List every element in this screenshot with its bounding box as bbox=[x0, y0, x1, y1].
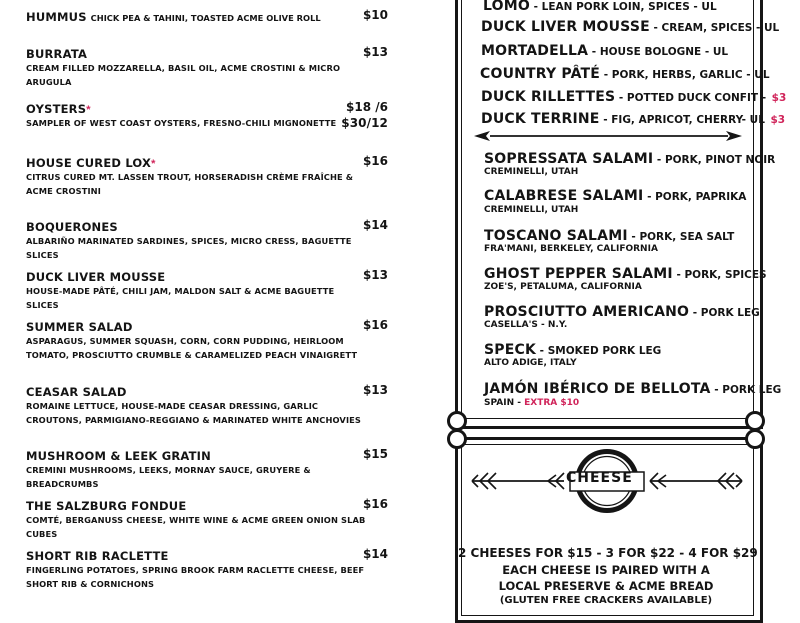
menu-item-ceasar-salad bbox=[26, 383, 388, 427]
menu-item-oysters bbox=[26, 100, 388, 130]
item-price: $13 bbox=[362, 268, 388, 282]
salami-source: SPAIN - bbox=[484, 398, 521, 408]
salami-name: PROSCIUTTO AMERICANO bbox=[484, 304, 690, 320]
item-description: FINGERLING POTATOES, SPRING BROOK FARM RACLETTE CHEESE, BEEF SHORT RIB & CORNICHONS bbox=[26, 565, 365, 589]
item-description: ASPARAGUS, SUMMER SQUASH, CORN, CORN PUDDING, HEIRLOOM TOMATO, PROSCIUTTO CRUMBLE & CARAMELIZED PEACH VINAIGRETT bbox=[26, 336, 358, 360]
charcuterie-item-duck-liver-mousse: DUCK LIVER MOUSSE - CREAM, SPICES - UL bbox=[481, 19, 780, 35]
raw-warning-mark: * bbox=[86, 104, 91, 116]
item-name: HOUSE CURED LOX bbox=[26, 156, 152, 170]
salami-name: SPECK bbox=[484, 342, 537, 358]
item-name: SHORT RIB RACLETTE bbox=[26, 549, 169, 563]
charcuterie-name: COUNTRY PÂTÉ bbox=[480, 66, 601, 82]
charcuterie-detail: POTTED DUCK CONFIT - bbox=[626, 92, 767, 104]
item-description: CITRUS CURED MT. LASSEN TROUT, HORSERADISH CRÈME FRAÎCHE & ACME CROSTINI bbox=[26, 172, 354, 196]
item-name: MUSHROOM & LEEK GRATIN bbox=[26, 449, 211, 463]
arrow-divider bbox=[470, 128, 746, 144]
cheese-pairing-line: EACH CHEESE IS PAIRED WITH A bbox=[502, 563, 710, 577]
salami-detail: PORK, PINOT NOIR bbox=[664, 154, 776, 166]
salami-detail: PORK, SPICES bbox=[684, 269, 767, 281]
item-price: $18 /6 bbox=[346, 100, 388, 114]
raw-warning-mark: * bbox=[151, 158, 156, 170]
menu-item-burrata bbox=[26, 45, 388, 89]
item-description: ALBARIÑO MARINATED SARDINES, SPICES, MICRO CRESS, BAGUETTE SLICES bbox=[26, 236, 352, 260]
cheese-title: CHEESE bbox=[566, 470, 633, 486]
salami-extra-price: EXTRA $10 bbox=[524, 398, 580, 408]
menu-item-mushroom-leek-gratin bbox=[26, 447, 388, 491]
item-price-secondary: $30/12 bbox=[341, 116, 388, 130]
item-name: BOQUERONES bbox=[26, 220, 118, 234]
charcuterie-item-lomo: LOMO - LEAN PORK LOIN, SPICES - UL bbox=[483, 0, 717, 14]
item-name: BURRATA bbox=[26, 47, 88, 61]
charcuterie-name: MORTADELLA bbox=[481, 43, 589, 59]
salami-item-prosciutto-americano: PROSCIUTTO AMERICANO - PORK LEG bbox=[484, 304, 760, 320]
item-price: $13 bbox=[362, 45, 388, 59]
item-price: $14 bbox=[362, 547, 388, 561]
menu-item-boquerones bbox=[26, 218, 388, 262]
charcuterie-detail: CREAM, SPICES - UL bbox=[661, 22, 780, 34]
salami-detail: SMOKED PORK LEG bbox=[547, 345, 662, 357]
charcuterie-name: DUCK RILLETTES bbox=[481, 89, 616, 105]
charcuterie-extra-price: $3 bbox=[771, 92, 787, 104]
charcuterie-detail: FIG, APRICOT, CHERRY- UL bbox=[611, 114, 765, 126]
salami-item-jamon-iberico: JAMÓN IBÉRICO DE BELLOTA - PORK LEG bbox=[484, 381, 782, 397]
cheese-pricing: 2 CHEESES FOR $15 - 3 FOR $22 - 4 FOR $29 bbox=[458, 546, 758, 560]
corner-notch bbox=[745, 411, 765, 431]
charcuterie-name: LOMO bbox=[483, 0, 530, 14]
menu-item-salzburg-fondue bbox=[26, 497, 388, 541]
salami-source: CASELLA'S - N.Y. bbox=[484, 320, 568, 330]
item-description: COMTÉ, BERGANUSS CHEESE, WHITE WINE & ACME GREEN ONION SLAB CUBES bbox=[26, 515, 366, 539]
charcuterie-item-mortadella: MORTADELLA - HOUSE BOLOGNE - UL bbox=[481, 43, 729, 59]
item-price: $16 bbox=[362, 497, 388, 511]
salami-source: ZOE'S, PETALUMA, CALIFORNIA bbox=[484, 282, 642, 292]
cheese-pairing-line: LOCAL PRESERVE & ACME BREAD bbox=[498, 579, 714, 593]
salami-detail: PORK, PAPRIKA bbox=[655, 191, 747, 203]
corner-notch bbox=[745, 429, 765, 449]
salami-item-calabrese: CALABRESE SALAMI - PORK, PAPRIKA bbox=[484, 188, 747, 204]
item-description-row bbox=[26, 116, 388, 130]
item-name: SUMMER SALAD bbox=[26, 320, 133, 334]
salami-source: FRA'MANI, BERKELEY, CALIFORNIA bbox=[484, 244, 658, 254]
charcuterie-name: DUCK LIVER MOUSSE bbox=[481, 19, 650, 35]
charcuterie-name: DUCK TERRINE bbox=[481, 111, 600, 127]
item-description: ROMAINE LETTUCE, HOUSE-MADE CEASAR DRESSING, GARLIC CROUTONS, PARMIGIANO-REGGIANO & MARINATED WHITE ANCHOVIES bbox=[26, 401, 361, 425]
menu-item-summer-salad bbox=[26, 318, 388, 362]
menu-item-duck-liver-mousse bbox=[26, 268, 388, 312]
item-name: HUMMUS bbox=[26, 10, 87, 24]
charcuterie-detail: PORK, HERBS, GARLIC - UL bbox=[611, 69, 770, 81]
salami-source: ALTO ADIGE, ITALY bbox=[484, 358, 577, 368]
salami-detail: PORK LEG bbox=[722, 384, 782, 396]
item-price: $13 bbox=[362, 383, 388, 397]
charcuterie-item-country-pate: COUNTRY PÂTÉ - PORK, HERBS, GARLIC - UL bbox=[480, 66, 770, 82]
salami-detail: PORK, SEA SALT bbox=[639, 231, 735, 243]
item-price: $14 bbox=[362, 218, 388, 232]
cheese-gluten-free-note: (GLUTEN FREE CRACKERS AVAILABLE) bbox=[499, 595, 713, 606]
item-name: DUCK LIVER MOUSSE bbox=[26, 270, 166, 284]
item-description: CREAM FILLED MOZZARELLA, BASIL OIL, ACME CROSTINI & MICRO ARUGULA bbox=[26, 63, 341, 87]
charcuterie-item-duck-terrine: DUCK TERRINE - FIG, APRICOT, CHERRY- UL $3 bbox=[481, 111, 786, 127]
menu-item-short-rib-raclette bbox=[26, 547, 388, 591]
item-price: $10 bbox=[362, 8, 388, 22]
salami-detail: PORK LEG bbox=[700, 307, 760, 319]
item-price: $16 bbox=[362, 154, 388, 168]
corner-notch bbox=[447, 429, 467, 449]
menu-item-hummus bbox=[26, 8, 388, 24]
charcuterie-detail: LEAN PORK LOIN, SPICES - UL bbox=[541, 1, 717, 13]
salami-name: JAMÓN IBÉRICO DE BELLOTA bbox=[484, 381, 711, 397]
item-name: OYSTERS bbox=[26, 102, 87, 116]
salami-item-ghost-pepper: GHOST PEPPER SALAMI - PORK, SPICES bbox=[484, 266, 767, 282]
salami-source-row bbox=[484, 398, 579, 408]
salami-item-sopressata: SOPRESSATA SALAMI - PORK, PINOT NOIR bbox=[484, 151, 776, 167]
salami-source: CREMINELLI, UTAH bbox=[484, 167, 579, 177]
salami-item-toscano: TOSCANO SALAMI - PORK, SEA SALT bbox=[484, 228, 735, 244]
corner-notch bbox=[447, 411, 467, 431]
item-price: $15 bbox=[362, 447, 388, 461]
item-price: $16 bbox=[362, 318, 388, 332]
item-name: THE SALZBURG FONDUE bbox=[26, 499, 187, 513]
item-description: CREMINI MUSHROOMS, LEEKS, MORNAY SAUCE, GRUYERE & BREADCRUMBS bbox=[26, 465, 311, 489]
salami-name: SOPRESSATA SALAMI bbox=[484, 151, 654, 167]
charcuterie-item-duck-rillettes: DUCK RILLETTES - POTTED DUCK CONFIT - $3 bbox=[481, 89, 787, 105]
salami-name: CALABRESE SALAMI bbox=[484, 188, 644, 204]
salami-name: GHOST PEPPER SALAMI bbox=[484, 266, 673, 282]
charcuterie-extra-price: $3 bbox=[770, 114, 786, 126]
item-description: CHICK PEA & TAHINI, TOASTED ACME OLIVE ROLL bbox=[90, 13, 321, 23]
salami-source: CREMINELLI, UTAH bbox=[484, 205, 579, 215]
menu-item-house-cured-lox bbox=[26, 154, 388, 198]
item-description: SAMPLER OF WEST COAST OYSTERS, FRESNO-CHILI MIGNONETTE bbox=[26, 118, 337, 128]
item-description: HOUSE-MADE PÂTÉ, CHILI JAM, MALDON SALT & ACME BAGUETTE SLICES bbox=[26, 286, 335, 310]
item-name: CEASAR SALAD bbox=[26, 385, 127, 399]
salami-item-speck: SPECK - SMOKED PORK LEG bbox=[484, 342, 662, 358]
salami-name: TOSCANO SALAMI bbox=[484, 228, 628, 244]
charcuterie-detail: HOUSE BOLOGNE - UL bbox=[599, 46, 729, 58]
